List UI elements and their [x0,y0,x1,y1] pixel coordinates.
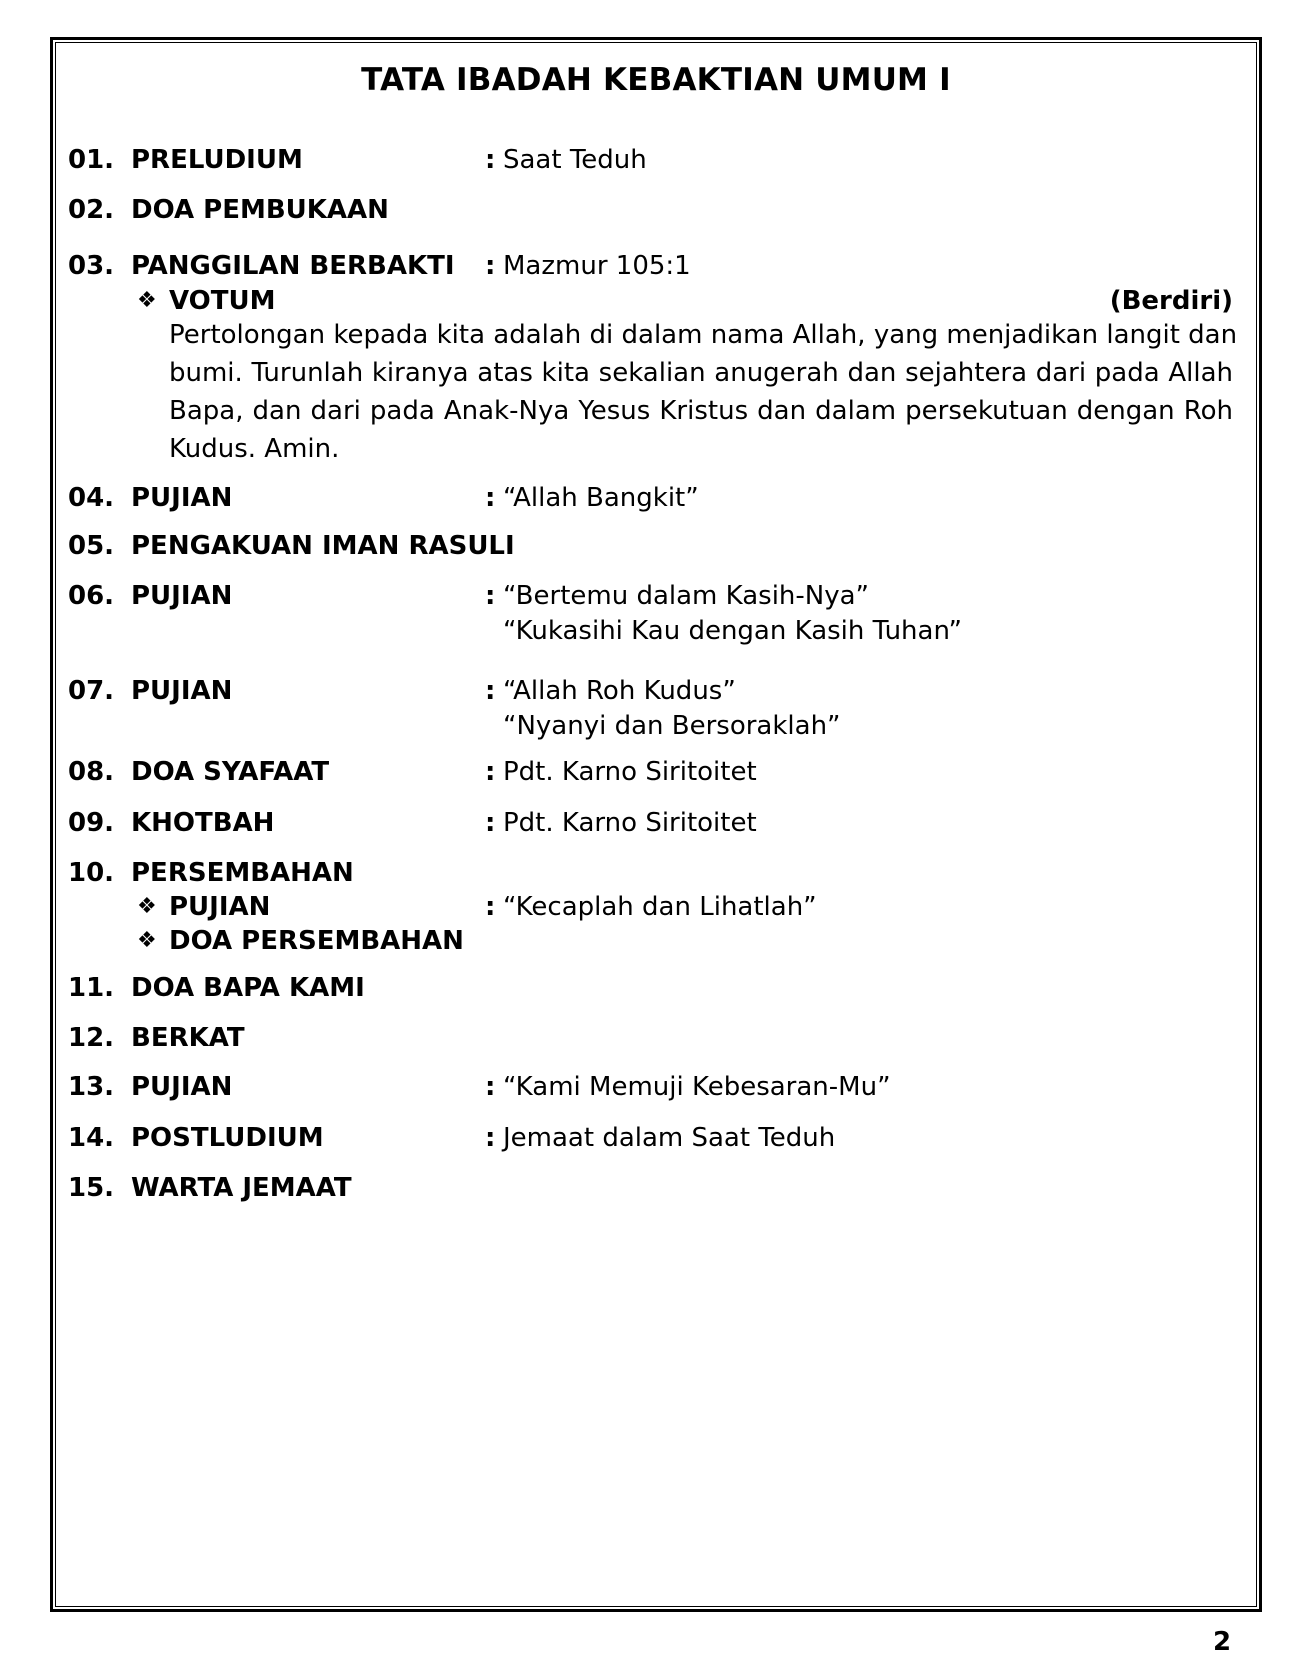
diamond-bullet-icon: ❖ [137,894,157,919]
item-colon: : [485,1123,496,1153]
item-number: 03. [68,251,115,281]
item-colon: : [485,676,496,706]
order-item-01 [0,143,1300,177]
item-colon: : [485,483,496,513]
document-title: TATA IBADAH KEBAKTIAN UMUM I [361,62,951,98]
order-item-12 [0,1021,1300,1055]
subitem-label: DOA PERSEMBAHAN [169,926,464,956]
order-item-07 [0,674,1300,708]
item-label: PUJIAN [131,676,233,706]
item-value: Pdt. Karno Siritoitet [503,808,757,838]
item-value: Jemaat dalam Saat Teduh [503,1123,836,1153]
votum-text-line-3: Bapa, dan dari pada Anak-Nya Yesus Kristus dan dalam persekutuan dengan Roh [169,396,1233,426]
item-label: PUJIAN [131,483,233,513]
item-colon: : [485,1072,496,1102]
order-item-14 [0,1121,1300,1155]
subitem-label: PUJIAN [169,892,271,922]
order-item-04 [0,481,1300,515]
subitem-label: VOTUM [169,286,276,316]
item-value: Saat Teduh [503,145,647,175]
item-label: PERSEMBAHAN [131,858,354,888]
item-label: PUJIAN [131,1072,233,1102]
item-number: 10. [68,858,115,888]
item-colon: : [485,808,496,838]
order-item-07-second-song [0,709,1300,743]
order-subitem-doa-persembahan [0,924,1300,958]
item-label: PUJIAN [131,581,233,611]
item-number: 02. [68,195,115,225]
item-value: Pdt. Karno Siritoitet [503,757,757,787]
item-value: “Allah Bangkit” [503,483,699,513]
item-colon: : [485,145,496,175]
order-item-11 [0,971,1300,1005]
item-colon: : [485,757,496,787]
item-colon: : [485,251,496,281]
order-item-05 [0,529,1300,563]
item-number: 13. [68,1072,115,1102]
order-item-02 [0,193,1300,227]
item-label: DOA BAPA KAMI [131,973,365,1003]
item-value: “Kami Memuji Kebesaran-Mu” [503,1072,891,1102]
item-number: 01. [68,145,115,175]
item-number: 06. [68,581,115,611]
order-item-13 [0,1070,1300,1104]
item-colon: : [485,892,496,922]
posture-note: (Berdiri) [1109,286,1233,316]
item-value: “Bertemu dalam Kasih-Nya” [503,581,870,611]
order-subitem-votum [0,284,1300,318]
item-number: 08. [68,757,115,787]
order-item-06 [0,579,1300,613]
item-number: 04. [68,483,115,513]
item-label: WARTA JEMAAT [131,1173,352,1203]
item-number: 12. [68,1023,115,1053]
order-item-03 [0,249,1300,283]
votum-text-line-2: bumi. Turunlah kiranya atas kita sekalian anugerah dan sejahtera dari pada Allah [169,358,1233,388]
item-number: 15. [68,1173,115,1203]
item-value: “Allah Roh Kudus” [503,676,736,706]
item-label: PENGAKUAN IMAN RASULI [131,531,515,561]
item-label: KHOTBAH [131,808,275,838]
item-number: 05. [68,531,115,561]
item-value-secondary: “Nyanyi dan Bersoraklah” [503,711,841,741]
item-label: BERKAT [131,1023,245,1053]
diamond-bullet-icon: ❖ [137,928,157,953]
item-number: 11. [68,973,115,1003]
item-label: DOA PEMBUKAAN [131,195,389,225]
order-item-06-second-song [0,614,1300,648]
item-colon: : [485,581,496,611]
order-item-08 [0,755,1300,789]
item-value: Mazmur 105:1 [503,251,691,281]
votum-text-line-1: Pertolongan kepada kita adalah di dalam nama Allah, yang menjadikan langit dan [169,320,1238,350]
item-label: DOA SYAFAAT [131,757,330,787]
item-number: 09. [68,808,115,838]
item-value: “Kecaplah dan Lihatlah” [503,892,817,922]
order-item-15 [0,1171,1300,1205]
diamond-bullet-icon: ❖ [137,288,157,313]
order-item-10 [0,856,1300,890]
order-subitem-pujian [0,890,1300,924]
item-label: PRELUDIUM [131,145,303,175]
item-label: PANGGILAN BERBAKTI [131,251,455,281]
votum-text-line-4: Kudus. Amin. [169,434,340,464]
item-number: 07. [68,676,115,706]
order-item-09 [0,806,1300,840]
item-value-secondary: “Kukasihi Kau dengan Kasih Tuhan” [503,616,962,646]
page-number: 2 [1213,1627,1232,1657]
item-number: 14. [68,1123,115,1153]
item-label: POSTLUDIUM [131,1123,324,1153]
